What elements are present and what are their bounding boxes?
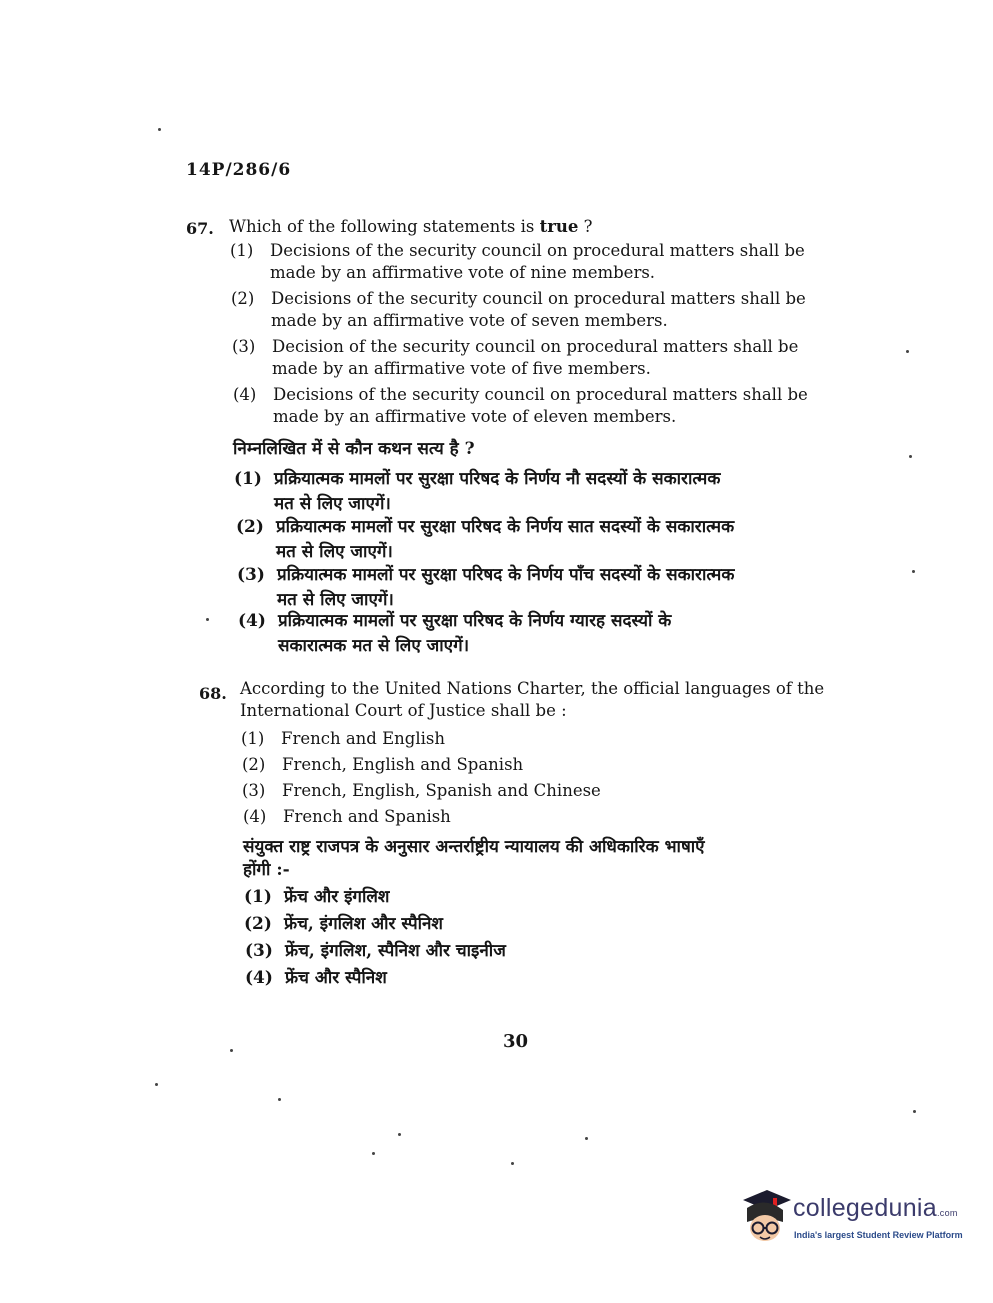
question-number: 68. bbox=[199, 684, 227, 703]
page-number: 30 bbox=[503, 1031, 529, 1052]
question-line-2-en: International Court of Justice shall be : bbox=[240, 701, 567, 720]
question-line-1-en: According to the United Nations Charter, the official languages of the bbox=[240, 679, 825, 698]
paper-code: 14P/286/6 bbox=[186, 160, 292, 180]
scan-speck bbox=[913, 1110, 916, 1113]
scan-speck bbox=[372, 1152, 375, 1155]
scan-speck bbox=[155, 1083, 158, 1086]
option-en-1: (1) Decisions of the security council on procedural matters shall be made by an affirmative vote of nine members. bbox=[230, 241, 805, 282]
collegedunia-logo bbox=[737, 1186, 967, 1258]
scan-speck bbox=[206, 618, 209, 621]
option-en-2: (2) Decisions of the security council on procedural matters shall be made by an affirmative vote of seven members. bbox=[231, 289, 806, 330]
option-en-4: (4) Decisions of the security council on procedural matters shall be made by an affirmative vote of eleven members. bbox=[233, 385, 808, 426]
scan-speck bbox=[585, 1137, 588, 1140]
question-line-1-hi: संयुक्त राष्ट्र राजपत्र के अनुसार अन्तर्राष्ट्रीय न्यायालय की अधिकारिक भाषाएँ bbox=[243, 837, 705, 857]
option-hi-1: (1) प्रक्रियात्मक मामलों पर सुरक्षा परिषद के निर्णय नौ सदस्यों के सकारात्मक मत से लिए जाएगें। bbox=[234, 469, 721, 514]
option-hi-2: (2) प्रक्रियात्मक मामलों पर सुरक्षा परिषद के निर्णय सात सदस्यों के सकारात्मक मत से लिए जाएगें। bbox=[236, 517, 735, 562]
option-en-4: (4) French and Spanish bbox=[243, 807, 451, 826]
option-en-3: (3) French, English, Spanish and Chinese bbox=[242, 781, 601, 800]
mascot-icon bbox=[737, 1186, 793, 1248]
scan-speck bbox=[278, 1098, 281, 1101]
question-text-hi: निम्नलिखित में से कौन कथन सत्य है ? bbox=[233, 439, 475, 459]
question-line-2-hi: होंगी :- bbox=[243, 860, 290, 880]
question-text-en: Which of the following statements is true ? bbox=[229, 217, 593, 236]
scan-speck bbox=[398, 1133, 401, 1136]
option-hi-2: (2) फ्रेंच, इंगलिश और स्पैनिश bbox=[244, 914, 443, 934]
option-en-2: (2) French, English and Spanish bbox=[242, 755, 524, 774]
scan-speck bbox=[906, 350, 909, 353]
option-hi-3: (3) फ्रेंच, इंगलिश, स्पैनिश और चाइनीज bbox=[245, 941, 506, 961]
question-number: 67. bbox=[186, 219, 214, 238]
option-hi-4: (4) प्रक्रियात्मक मामलों पर सुरक्षा परिषद के निर्णय ग्यारह सदस्यों के सकारात्मक मत से लिए जाएगें। bbox=[238, 611, 672, 656]
option-en-3: (3) Decision of the security council on procedural matters shall be made by an affirmative vote of five members. bbox=[232, 337, 799, 378]
option-en-1: (1) French and English bbox=[241, 729, 445, 748]
option-hi-3: (3) प्रक्रियात्मक मामलों पर सुरक्षा परिषद के निर्णय पाँच सदस्यों के सकारात्मक मत से लिए जाएगें। bbox=[237, 565, 735, 610]
scan-speck bbox=[158, 128, 161, 131]
logo-tagline: India's largest Student Review Platform bbox=[794, 1230, 963, 1240]
scan-speck bbox=[909, 455, 912, 458]
option-hi-1: (1) फ्रेंच और इंगलिश bbox=[244, 887, 390, 907]
option-hi-4: (4) फ्रेंच और स्पैनिश bbox=[245, 968, 387, 988]
scan-speck bbox=[912, 570, 915, 573]
scan-speck bbox=[230, 1049, 233, 1052]
scan-speck bbox=[511, 1162, 514, 1165]
logo-wordmark: collegedunia.com bbox=[793, 1194, 958, 1222]
